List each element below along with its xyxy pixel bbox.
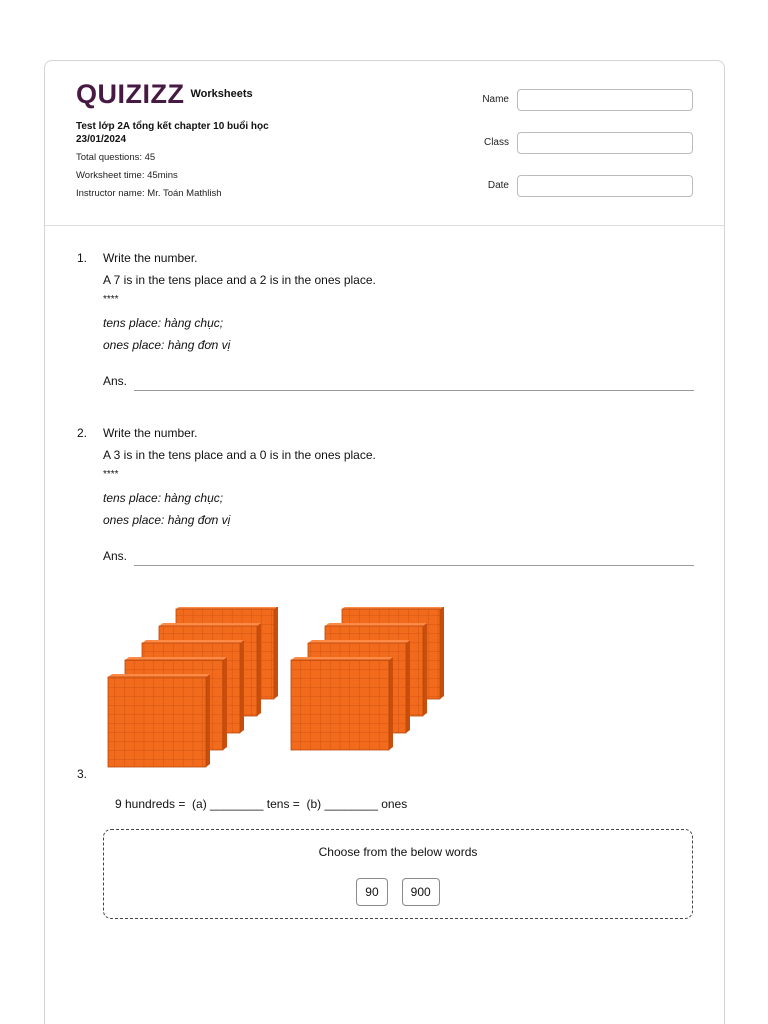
hundred-block-top <box>308 640 410 643</box>
date-field[interactable] <box>517 175 693 197</box>
hundred-block-top <box>125 657 227 660</box>
word-bank-title: Choose from the below words <box>318 845 478 859</box>
hundred-block-side <box>440 607 444 699</box>
question-number: 2. <box>77 426 88 440</box>
choice-option[interactable]: 90 <box>356 878 387 906</box>
brand-subtitle: Worksheets <box>190 88 253 100</box>
word-bank <box>103 829 693 919</box>
question-stars: **** <box>103 469 119 480</box>
quizizz-logo <box>76 79 253 110</box>
hundred-block-side <box>206 674 210 767</box>
question-prompt: Write the number. <box>103 251 198 265</box>
answer-label: Ans. <box>103 374 128 388</box>
class-field[interactable] <box>517 132 693 154</box>
answer-line[interactable] <box>134 390 694 391</box>
hundred-block-side <box>240 640 244 733</box>
question-detail: A 3 is in the tens place and a 0 is in the ones place. <box>103 448 376 462</box>
answer-line[interactable] <box>134 565 694 566</box>
worksheet-header <box>45 61 724 226</box>
instructor-name: Instructor name: Mr. Toán Mathlish <box>76 188 222 199</box>
hundred-block-stack-right <box>291 607 444 750</box>
hundred-block-top <box>159 623 261 626</box>
hint-tens: tens place: hàng chục; <box>103 491 224 505</box>
hundred-block-side <box>406 640 410 733</box>
hundred-blocks-image <box>105 607 445 769</box>
question-3-number: 3. <box>77 767 88 781</box>
question-detail: A 7 is in the tens place and a 2 is in the ones place. <box>103 273 376 287</box>
hundred-block-side <box>223 657 227 750</box>
hundred-block-stack-left <box>108 607 278 767</box>
worksheet-title: Test lớp 2A tổng kết chapter 10 buổi học 23/01/2024 <box>76 121 269 145</box>
hint-tens: tens place: hàng chục; <box>103 316 224 330</box>
hundred-block-top <box>291 657 393 660</box>
hundred-block-top <box>108 674 210 677</box>
hundred-block-top <box>142 640 244 643</box>
choice-option[interactable]: 900 <box>402 878 440 906</box>
hundred-block <box>108 677 206 767</box>
worksheet-page <box>44 60 725 1024</box>
hint-ones: ones place: hàng đơn vị <box>103 513 231 527</box>
hundred-block-side <box>257 623 261 716</box>
hint-ones: ones place: hàng đơn vị <box>103 338 231 352</box>
hundred-block-side <box>389 657 393 750</box>
date-label: Date <box>487 180 509 191</box>
answer-label: Ans. <box>103 549 128 563</box>
total-questions: Total questions: 45 <box>76 152 156 163</box>
name-field[interactable] <box>517 89 693 111</box>
hundred-block <box>291 660 389 750</box>
hundred-block-top <box>325 623 427 626</box>
brand-name: QUIZIZZ <box>76 79 185 109</box>
question-stars: **** <box>103 294 119 305</box>
question-number: 1. <box>77 251 88 265</box>
question-prompt: Write the number. <box>103 426 198 440</box>
hundred-block-side <box>274 607 278 699</box>
fill-in-blank-sentence: 9 hundreds = (a) ________ tens = (b) ________ ones <box>115 797 408 811</box>
word-bank-options <box>104 878 692 906</box>
worksheet-time: Worksheet time: 45mins <box>76 170 178 181</box>
class-label: Class <box>483 137 509 148</box>
hundred-block-side <box>423 623 427 716</box>
name-label: Name <box>482 94 509 105</box>
